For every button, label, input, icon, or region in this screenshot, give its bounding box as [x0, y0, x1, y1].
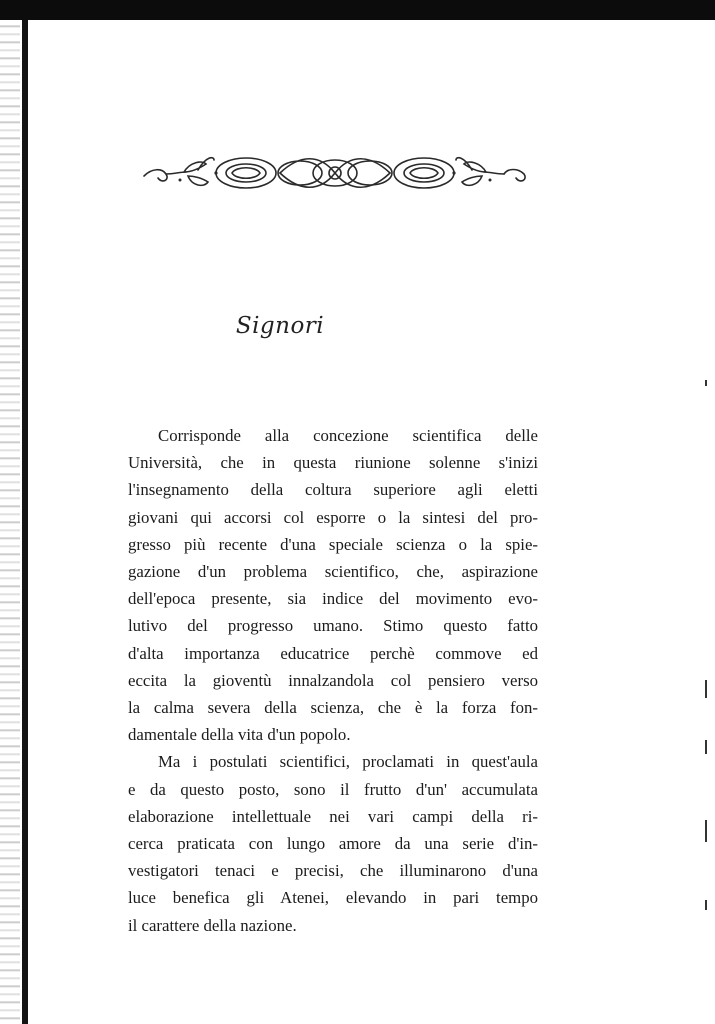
text-line: luce benefica gli Atenei, elevando in pari tempo: [128, 888, 538, 908]
page-spine-shadow: [22, 20, 28, 1024]
scan-top-border: [0, 0, 715, 20]
text-line: il carattere della nazione.: [128, 915, 297, 935]
text-line: Università, che in questa riunione solenne s'inizi: [128, 453, 538, 473]
text-line: dell'epoca presente, sia indice del movimento evo-: [128, 589, 538, 609]
text-line: Corrisponde alla concezione scientifica delle: [158, 426, 538, 445]
scan-left-edge: [0, 20, 30, 1024]
text-line: eccita la gioventù innalzandola col pensiero verso: [128, 670, 538, 690]
text-line: gazione d'un problema scientifico, che, aspirazione: [128, 562, 538, 582]
text-line: l'insegnamento della coltura superiore agli eletti: [128, 480, 538, 500]
text-line: la calma severa della scienza, che è la forza fon-: [128, 698, 538, 718]
text-line: Ma i postulati scientifici, proclamati in quest'aula: [158, 752, 538, 772]
body-text: [128, 422, 538, 939]
scan-noise: [0, 20, 20, 1024]
text-line: cerca praticata con lungo amore da una serie d'in-: [128, 834, 538, 854]
text-line: giovani qui accorsi col esporre o la sintesi del pro-: [128, 507, 538, 527]
text-line: e da questo posto, sono il frutto d'un' accumulata: [128, 779, 538, 799]
scrollwork-vignette-icon: [140, 150, 530, 196]
text-line: gresso più recente d'una speciale scienza o la spie-: [128, 534, 538, 554]
text-line: d'alta importanza educatrice perchè commove ed: [128, 643, 538, 663]
page-heading: Signori: [235, 313, 325, 339]
text-line: damentale della vita d'un popolo.: [128, 725, 351, 745]
scan-right-marks: [703, 380, 715, 1020]
text-line: elaborazione intellettuale nei vari campi della ri-: [128, 806, 538, 826]
text-line: lutivo del progresso umano. Stimo questo fatto: [128, 616, 538, 636]
text-line: vestigatori tenaci e precisi, che illuminarono d'una: [128, 861, 538, 881]
